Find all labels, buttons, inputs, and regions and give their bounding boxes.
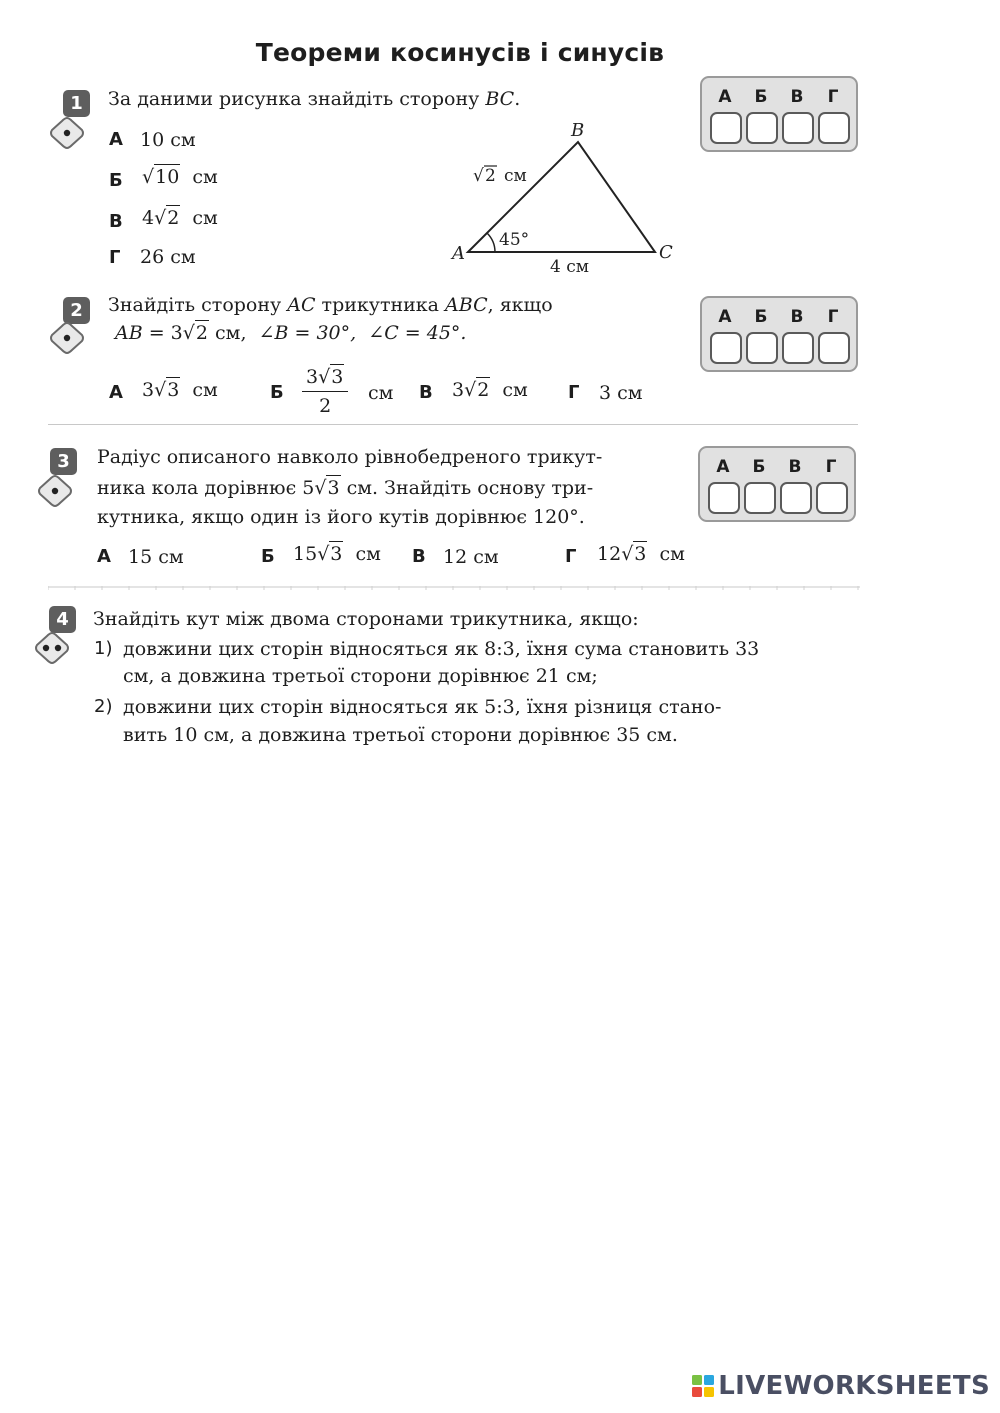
angle-a-arc xyxy=(487,233,495,252)
answer-letter-a: А xyxy=(718,307,732,327)
q2-option-a-value: 3√3 см xyxy=(142,379,218,401)
q3-option-b-label: Б xyxy=(261,546,275,567)
answer-box-q1 xyxy=(700,76,858,152)
q1-option-d-value: 26 см xyxy=(140,246,196,268)
answer-letter-v: В xyxy=(788,457,802,477)
answer-checkbox-b[interactable] xyxy=(746,332,778,364)
q2-option-c-label: В xyxy=(419,382,433,403)
svg-text:√: √ xyxy=(473,166,484,186)
side-ac-label: 4 см xyxy=(550,257,589,277)
side-ab-unit: см xyxy=(504,166,527,186)
q4-item-2-number: 2) xyxy=(94,696,113,717)
question-number-badge: 3 xyxy=(50,448,77,475)
q4-item-1-line-2: см, а довжина третьої сторони дорівнює 21 см; xyxy=(123,665,598,687)
q2-option-b-unit: см xyxy=(368,382,394,404)
question-3-line-1: Радіус описаного навколо рівнобедреного трикут- xyxy=(97,446,603,468)
q3-option-d-label: Г xyxy=(565,546,577,567)
answer-letter-b: Б xyxy=(752,457,766,477)
q3-option-a-value: 15 см xyxy=(128,546,184,568)
q2-option-c-value: 3√2 см xyxy=(452,379,528,401)
answer-letter-b: Б xyxy=(754,307,768,327)
difficulty-one-dot-icon xyxy=(48,116,86,150)
q3-option-a-label: А xyxy=(97,546,111,567)
triangle-abc xyxy=(468,142,655,252)
q1-option-a-value: 10 см xyxy=(140,129,196,151)
q1-option-c-label: В xyxy=(109,211,123,232)
question-1-text: За даними рисунка знайдіть сторону BC. xyxy=(108,88,521,110)
difficulty-one-dot-icon xyxy=(48,321,86,355)
answer-letter-g: Г xyxy=(827,307,839,327)
question-3-line-2: ника кола дорівнює 5√3 см. Знайдіть основу три- xyxy=(97,477,594,499)
question-number-badge: 1 xyxy=(63,90,90,117)
q4-item-2-line-2: вить 10 см, а довжина третьої сторони дорівнює 35 см. xyxy=(123,724,678,746)
section-divider-ruler xyxy=(48,586,860,594)
answer-box-q2 xyxy=(700,296,858,372)
q4-item-1-number: 1) xyxy=(94,638,113,659)
logo-square-red xyxy=(692,1387,702,1397)
q2-option-d-label: Г xyxy=(568,382,580,403)
answer-checkbox-g[interactable] xyxy=(818,112,850,144)
answer-letter-v: В xyxy=(790,87,804,107)
question-number-badge: 4 xyxy=(49,606,76,633)
q1-option-b-value: √10 см xyxy=(142,166,218,188)
answer-letter-b: Б xyxy=(754,87,768,107)
question-3-line-3: кутника, якщо один із його кутів дорівнює 120°. xyxy=(97,506,585,528)
q2-option-b-fraction: $\frac{3√3}{2}$ xyxy=(302,366,348,417)
difficulty-two-dots-icon xyxy=(33,631,71,665)
difficulty-one-dot-icon xyxy=(36,474,74,508)
q1-option-a-label: А xyxy=(109,129,123,150)
q1-option-d-label: Г xyxy=(109,247,121,268)
answer-checkbox-v[interactable] xyxy=(780,482,812,514)
answer-checkbox-a[interactable] xyxy=(710,332,742,364)
side-ab-label xyxy=(473,166,527,186)
q3-option-d-value: 12√3 см xyxy=(597,543,685,565)
q2-option-d-value: 3 см xyxy=(599,382,643,404)
q4-item-2-line-1: довжини цих сторін відносяться як 5:3, їхня різниця стано- xyxy=(123,696,722,718)
vertex-label-c: C xyxy=(659,242,673,263)
logo-square-yellow xyxy=(704,1387,714,1397)
q1-option-b-label: Б xyxy=(109,170,123,191)
question-2-line-2: AB = 3√2 см, ∠B = 30°, ∠C = 45°. xyxy=(115,322,467,344)
answer-letter-g: Г xyxy=(825,457,837,477)
answer-letter-a: А xyxy=(718,87,732,107)
q3-option-b-value: 15√3 см xyxy=(293,543,381,565)
question-number-badge: 2 xyxy=(63,297,90,324)
vertex-label-b: B xyxy=(571,120,585,141)
answer-checkbox-v[interactable] xyxy=(782,332,814,364)
q1-option-c-value: 4√2 см xyxy=(142,207,218,229)
answer-letter-a: А xyxy=(716,457,730,477)
liveworksheets-logo-text: LIVEWORKSHEETS xyxy=(718,1371,990,1401)
answer-checkbox-b[interactable] xyxy=(744,482,776,514)
q3-option-c-label: В xyxy=(412,546,426,567)
q2-option-b-label: Б xyxy=(270,382,284,403)
question-2-line-1: Знайдіть сторону AC трикутника ABC, якщо xyxy=(108,294,553,316)
page-title: Теореми косинусів і синусів xyxy=(255,38,665,67)
vertex-label-a: A xyxy=(452,243,465,264)
logo-square-blue xyxy=(704,1375,714,1385)
q3-option-c-value: 12 см xyxy=(443,546,499,568)
question-4-intro: Знайдіть кут між двома сторонами трикутника, якщо: xyxy=(93,608,639,630)
answer-checkbox-a[interactable] xyxy=(710,112,742,144)
answer-box-q3 xyxy=(698,446,856,522)
logo-square-green xyxy=(692,1375,702,1385)
answer-checkbox-g[interactable] xyxy=(816,482,848,514)
answer-letter-g: Г xyxy=(827,87,839,107)
q2-option-a-label: А xyxy=(109,382,123,403)
answer-checkbox-v[interactable] xyxy=(782,112,814,144)
section-divider xyxy=(48,424,858,425)
liveworksheets-logo-icon xyxy=(692,1375,714,1397)
answer-checkbox-a[interactable] xyxy=(708,482,740,514)
liveworksheets-logo[interactable] xyxy=(692,1371,990,1401)
triangle-figure xyxy=(440,115,690,280)
answer-checkbox-b[interactable] xyxy=(746,112,778,144)
side-ab-root: 2 xyxy=(485,166,496,186)
answer-letter-v: В xyxy=(790,307,804,327)
answer-checkbox-g[interactable] xyxy=(818,332,850,364)
angle-a-label: 45° xyxy=(499,230,530,250)
q4-item-1-line-1: довжини цих сторін відносяться як 8:3, їхня сума становить 33 xyxy=(123,638,760,660)
